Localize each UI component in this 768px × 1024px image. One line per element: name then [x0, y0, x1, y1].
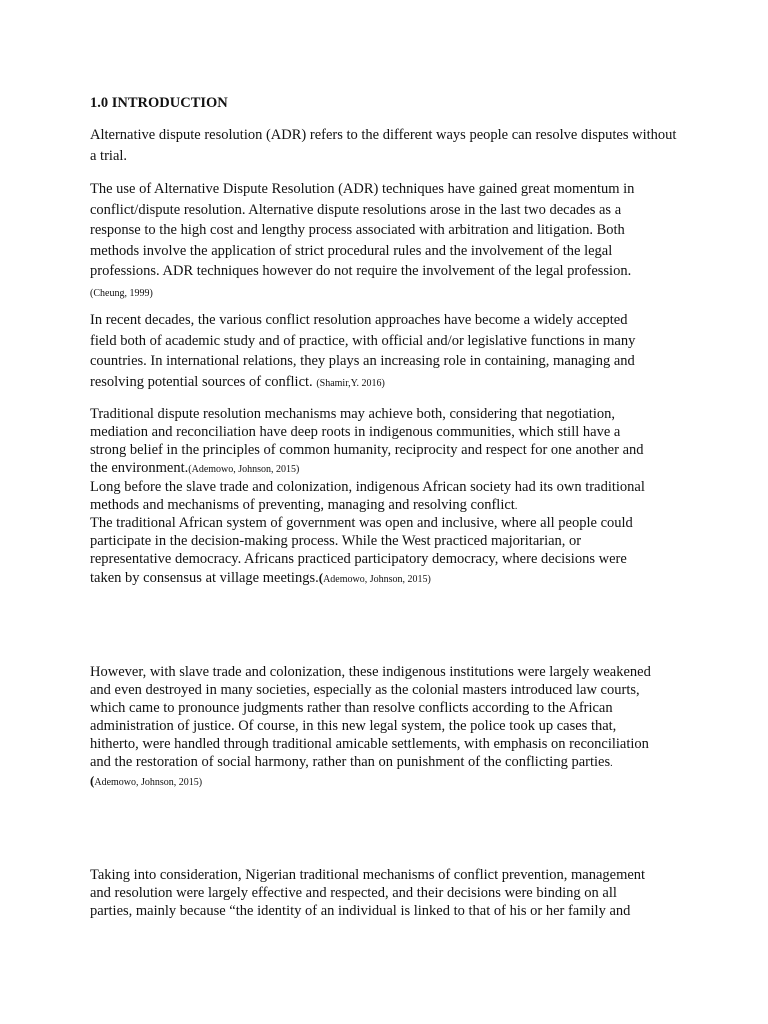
text-line: field both of academic study and of practice, with official and/or legislative functions in many [90, 332, 636, 349]
citation-paren: ( [318, 570, 324, 586]
text-line: administration of justice. Of course, in this new legal system, the police took up cases that, [90, 717, 617, 734]
text-line: hitherto, were handled through traditional amicable settlements, with emphasis on reconciliation [90, 735, 649, 752]
traditional-mechanisms-block [90, 406, 680, 589]
text-line: However, with slave trade and colonization, these indigenous institutions were largely weakened [90, 664, 651, 680]
text-line: resolving potential sources of conflict. [90, 373, 313, 390]
citation [90, 773, 203, 789]
citation: (Shamir,Y. 2016) [316, 377, 385, 389]
paragraph-adr-definition: Alternative dispute resolution (ADR) refers to the different ways people can resolve disputes without a trial. [90, 127, 677, 164]
text-line: methods involve the application of strict procedural rules and the involvement of the legal [90, 242, 613, 259]
citation [318, 570, 431, 586]
citation-paren: ( [90, 773, 95, 789]
text-line: Traditional dispute resolution mechanisms may achieve both, considering that negotiation, [90, 406, 615, 422]
text-line: Long before the slave trade and colonization, indigenous African society had its own traditional [90, 478, 645, 495]
text-line: methods and mechanisms of preventing, managing and resolving conflict [90, 496, 515, 513]
text-line: professions. ADR techniques however do not require the involvement of the legal profession. [90, 263, 632, 279]
text-line: The traditional African system of government was open and inclusive, where all people could [90, 515, 633, 532]
paragraph-nigerian-mechanisms [90, 867, 680, 921]
paragraph-colonization [90, 664, 680, 792]
citation-text: Ademowo, Johnson, 2015) [94, 777, 203, 789]
section-heading: 1.0 INTRODUCTION [90, 95, 228, 111]
sentence-end: . [514, 500, 518, 512]
citation: (Cheung, 1999) [90, 287, 153, 299]
sentence-end: . [610, 757, 613, 769]
text-line: and the restoration of social harmony, rather than on punishment of the conflicting parties [90, 753, 611, 770]
text-line: Taking into consideration, Nigerian traditional mechanisms of conflict prevention, management [90, 867, 646, 883]
text-line: parties, mainly because “the identity of an individual is linked to that of his or her family and [90, 902, 631, 919]
text-line: In recent decades, the various conflict resolution approaches have become a widely accepted [90, 312, 628, 328]
text-line: conflict/dispute resolution. Alternative dispute resolutions arose in the last two decades as a [90, 201, 622, 218]
text-line: response to the high cost and lengthy process associated with arbitration and litigation. Both [90, 222, 625, 238]
text-line: which came to pronounce judgments rather than resolve conflicts according to the African [90, 699, 613, 716]
citation: (Ademowo, Johnson, 2015) [188, 463, 300, 475]
paragraph-recent-decades [90, 310, 680, 394]
citation-text: Ademowo, Johnson, 2015) [323, 574, 431, 586]
text-line: mediation and reconciliation have deep roots in indigenous communities, which still have a [90, 423, 621, 440]
text-line: the environment. [90, 459, 189, 476]
text-line: and resolution were largely effective and respected, and their decisions were binding on all [90, 884, 617, 901]
text-line: taken by consensus at village meetings. [90, 570, 319, 587]
text-line: The use of Alternative Dispute Resolution (ADR) techniques have gained great momentum in [90, 181, 635, 197]
text-line: participate in the decision-making process. While the West practiced majoritarian, or [90, 533, 582, 550]
text-line: and even destroyed in many societies, especially as the colonial masters introduced law courts, [90, 681, 640, 698]
text-line: countries. In international relations, they plays an increasing role in containing, managing and [90, 353, 635, 369]
paragraph-adr-techniques [90, 179, 680, 304]
text-line: strong belief in the principles of common humanity, reciprocity and respect for one another and [90, 441, 644, 458]
text-line: representative democracy. Africans practiced participatory democracy, where decisions were [90, 551, 627, 568]
